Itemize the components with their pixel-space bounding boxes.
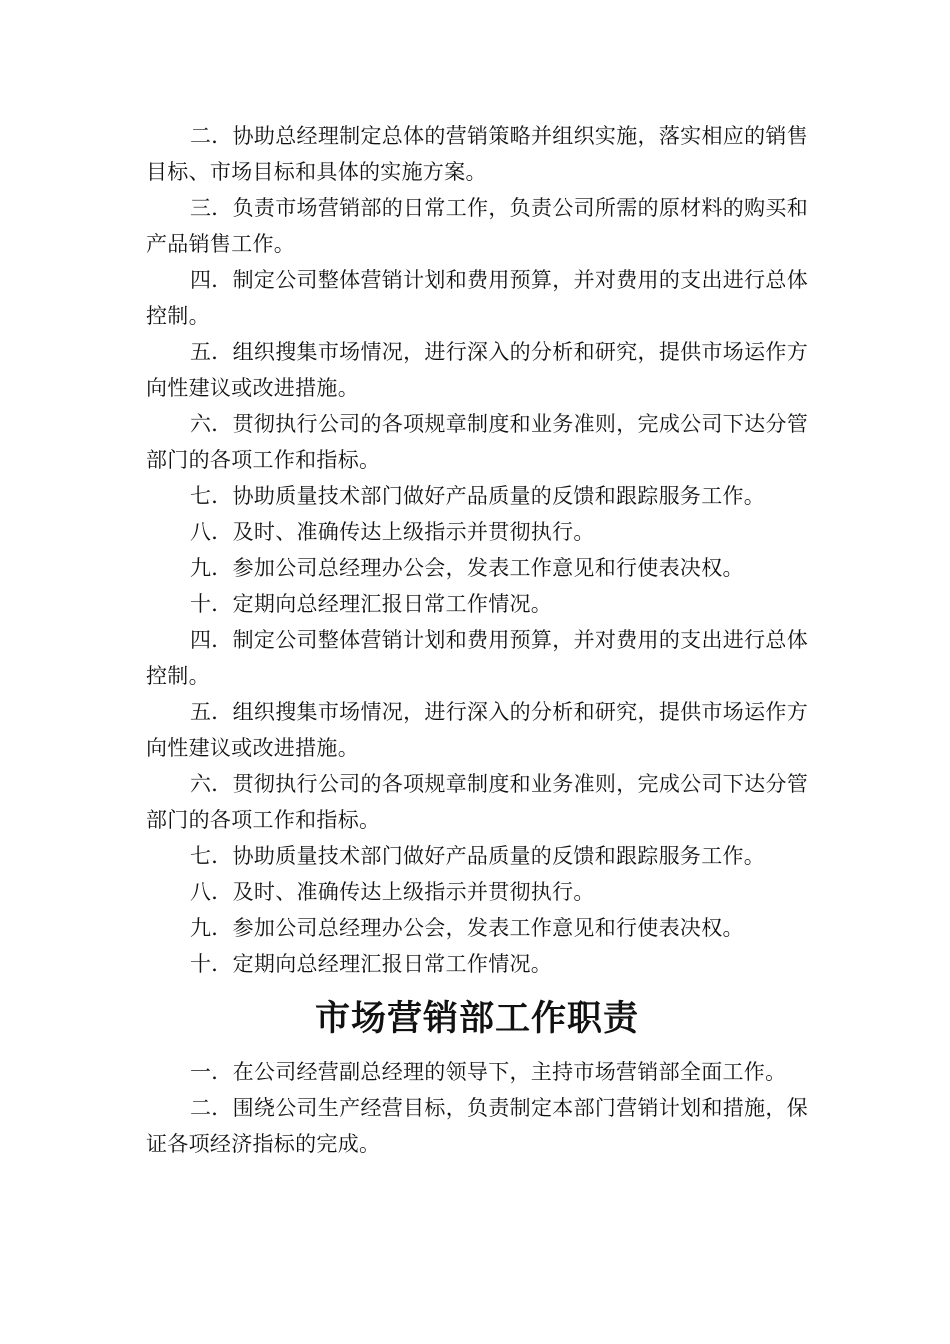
duty-paragraph: 八．及时、准确传达上级指示并贯彻执行。 [190, 880, 595, 904]
section-title: 市场营销部工作职责 [314, 999, 639, 1039]
duty-paragraph: 七．协助质量技术部门做好产品质量的反馈和跟踪服务工作。 [190, 844, 766, 868]
duty-paragraph: 六．贯彻执行公司的各项规章制度和业务准则，完成公司下达分管部门的各项工作和指标。 [146, 772, 808, 832]
duty-paragraph: 九．参加公司总经理办公会，发表工作意见和行使表决权。 [190, 916, 744, 940]
duty-paragraph: 六．贯彻执行公司的各项规章制度和业务准则，完成公司下达分管部门的各项工作和指标。 [146, 412, 808, 472]
duty-paragraph: 十．定期向总经理汇报日常工作情况。 [190, 952, 553, 976]
document-page [146, 118, 808, 1162]
duty-paragraph: 三．负责市场营销部的日常工作，负责公司所需的原材料的购买和产品销售工作。 [146, 196, 808, 256]
duty-paragraph: 九．参加公司总经理办公会，发表工作意见和行使表决权。 [190, 556, 744, 580]
duty-paragraph: 一．在公司经营副总经理的领导下，主持市场营销部全面工作。 [190, 1060, 787, 1084]
duty-paragraph: 五．组织搜集市场情况，进行深入的分析和研究，提供市场运作方向性建议或改进措施。 [146, 700, 808, 760]
duty-paragraph: 四．制定公司整体营销计划和费用预算，并对费用的支出进行总体控制。 [146, 268, 808, 328]
duty-paragraph: 七．协助质量技术部门做好产品质量的反馈和跟踪服务工作。 [190, 484, 766, 508]
duty-paragraph: 十．定期向总经理汇报日常工作情况。 [190, 592, 553, 616]
duty-paragraph: 八．及时、准确传达上级指示并贯彻执行。 [190, 520, 595, 544]
duty-paragraph: 四．制定公司整体营销计划和费用预算，并对费用的支出进行总体控制。 [146, 628, 808, 688]
duty-paragraph: 五．组织搜集市场情况，进行深入的分析和研究，提供市场运作方向性建议或改进措施。 [146, 340, 808, 400]
duty-paragraph: 二．协助总经理制定总体的营销策略并组织实施，落实相应的销售目标、市场目标和具体的实施方案。 [146, 124, 808, 184]
duty-paragraph: 二．围绕公司生产经营目标，负责制定本部门营销计划和措施，保证各项经济指标的完成。 [146, 1096, 808, 1156]
